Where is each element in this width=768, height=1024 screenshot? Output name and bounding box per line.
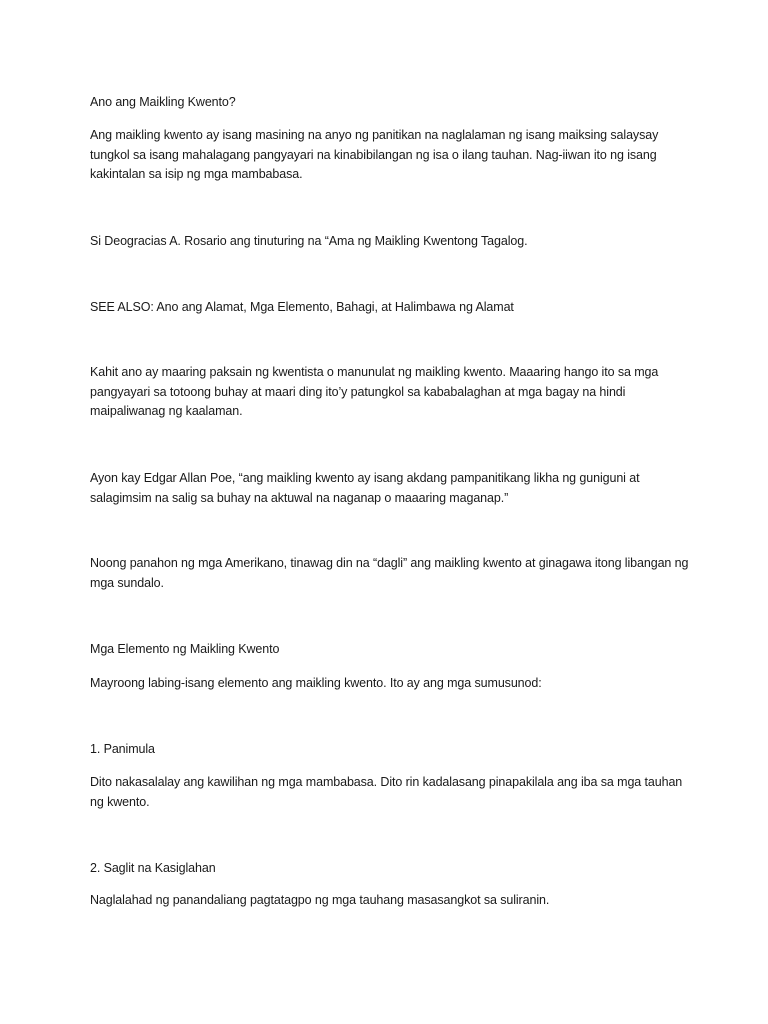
- list-item-text: Naglalahad ng panandaliang pagtatagpo ng mga tauhang masasangkot sa suliranin.: [90, 893, 550, 907]
- list-item-text: Dito nakasalalay ang kawilihan ng mga mambabasa. Dito rin kadalasang pinapakilala ang iba sa mga tauhan ng kwento.: [90, 775, 683, 809]
- paragraph-elements-intro: Mayroong labing-isang elemento ang maikling kwento. Ito ay ang mga sumusunod:: [90, 676, 542, 690]
- paragraph-rosario: Si Deogracias A. Rosario ang tinuturing na “Ama ng Maikling Kwentong Tagalog.: [90, 234, 528, 248]
- section-heading: Mga Elemento ng Maikling Kwento: [90, 642, 280, 656]
- section-heading: Ano ang Maikling Kwento?: [90, 95, 236, 109]
- see-also-line: SEE ALSO: Ano ang Alamat, Mga Elemento, Bahagi, at Halimbawa ng Alamat: [90, 300, 514, 314]
- list-item-title: 1. Panimula: [90, 742, 155, 756]
- list-item-title: 2. Saglit na Kasiglahan: [90, 861, 216, 875]
- paragraph-dagli: Noong panahon ng mga Amerikano, tinawag din na “dagli” ang maikling kwento at ginagawa itong libangan ng mga sundalo.: [90, 556, 689, 590]
- paragraph-paksa: Kahit ano ay maaring paksain ng kwentista o manunulat ng maikling kwento. Maaaring hango ito sa mga pangyayari sa totoong buhay at maari ding ito’y patungkol sa kababalaghan at mga bagay na hindi maipaliwanag ng kaalaman.: [90, 365, 659, 418]
- paragraph-definition: Ang maikling kwento ay isang masining na anyo ng panitikan na naglalaman ng isang maiksing salaysay tungkol sa isang mahalagang pangyayari na kinabibilangan ng isa o ilang tauhan. Nag-iiwan ito ng isang kakintalan sa isip ng mga mambabasa.: [90, 128, 659, 181]
- paragraph-poe-quote: Ayon kay Edgar Allan Poe, “ang maikling kwento ay isang akdang pampanitikang likha ng guniguni at salagimsim na salig sa buhay na aktuwal na naganap o maaaring maganap.”: [90, 471, 640, 505]
